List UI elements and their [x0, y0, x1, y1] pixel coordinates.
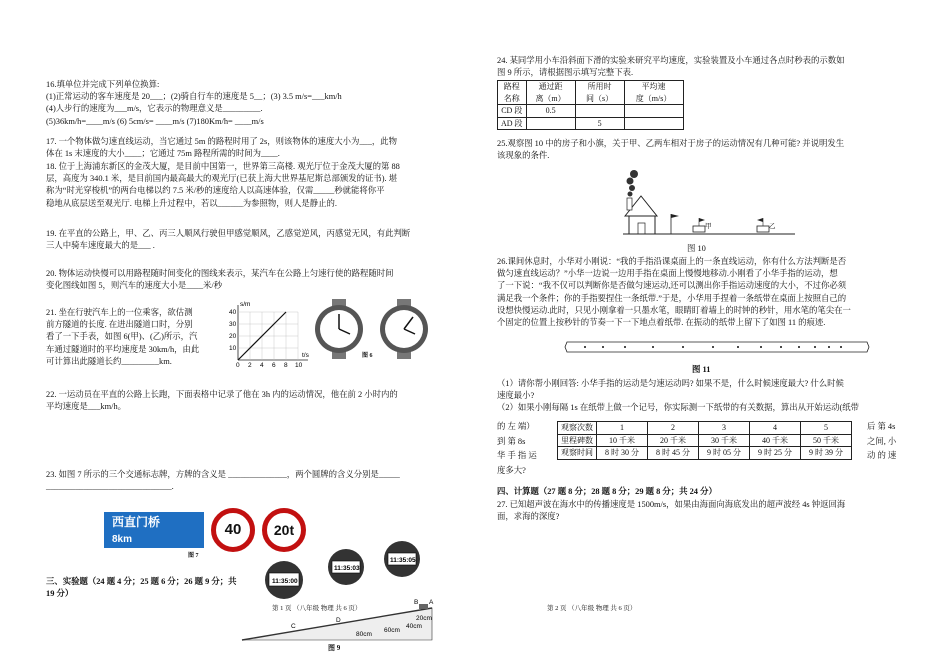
graph-y-label: s/m: [240, 301, 251, 308]
table-cell: 50 千米: [801, 434, 852, 447]
table-cell: 40 千米: [750, 434, 801, 447]
question-16: [46, 79, 434, 128]
table-header: 4: [750, 422, 801, 435]
label-b: B: [414, 599, 419, 606]
q26-side-left: [497, 420, 555, 479]
section-3-heading: [46, 576, 266, 600]
side-text: 的 左 端）: [497, 422, 535, 431]
q17-line1: 17. 一个物体做匀速直线运动，当它通过 5m 的路程时用了 2s，则该物体的速度大小为___，此物: [46, 137, 398, 146]
q18-line4: 稳地从底层送至观光厅. 电梯上升过程中，若以______为参照物，则人是静止的.: [46, 198, 338, 208]
q17-line2: 体在 1s 末速度的大小____；它通过 75m 路程所需的时间为____.: [46, 149, 280, 159]
question-21: [46, 307, 231, 368]
y-tick: 10: [229, 345, 237, 352]
question-26: [497, 256, 907, 329]
section-4-heading: 四、计算题（27 题 8 分；28 题 8 分；29 题 8 分；共 24 分）: [497, 487, 717, 496]
dist-60: 60cm: [384, 627, 400, 634]
stopwatch-3-time: 11:35:05: [390, 557, 416, 564]
table-cell: [624, 117, 683, 130]
table-cell: 观察时间: [558, 447, 597, 460]
q18-line1: 18. 位于上海浦东新区的金茂大厦，是目前中国第一，世界第三高楼. 观光厅位于金茂大厦的第 88: [46, 162, 400, 171]
table-cell: [526, 117, 575, 130]
table-row: [498, 105, 684, 118]
cart: [419, 604, 428, 609]
q21-line3: 看了一下手表，如图 6(甲)、(乙)所示，汽: [46, 332, 198, 342]
q26-line6: 个固定的位置上按秒针的节奏一下一下地点着纸带. 在振动的纸带上留下了如图 11 的痕迹.: [497, 317, 826, 327]
x-tick: 0: [236, 362, 240, 369]
x-tick: 2: [248, 362, 252, 369]
stopwatch-2-time: 11:35:03: [334, 565, 360, 572]
table-cell: 9 时 05 分: [699, 447, 750, 460]
table-cell: CD 段: [498, 105, 527, 118]
question-25: [497, 138, 907, 162]
figure-6-caption: 图 6: [362, 353, 373, 359]
table-row: [498, 117, 684, 130]
milestone-table: [557, 421, 852, 460]
table-cell: 9 时 39 分: [801, 447, 852, 460]
y-tick: 30: [229, 321, 237, 328]
q16-title: 16.填单位并完成下列单位换算:: [46, 80, 160, 89]
figure-11-caption: 图 11: [692, 365, 711, 374]
smoke-icon: [627, 170, 639, 197]
q22-line1: 22. 一运动员在平直的公路上长跑，下面表格中记录了他在 3h 内的运动情况，他在前 2 小时内的: [46, 390, 398, 399]
figure-5-graph: [228, 300, 318, 370]
q19-line2: 三人中骑车速度最大的是___ .: [46, 241, 155, 251]
car-jia-label: 甲: [705, 223, 712, 230]
q21-line1: 21. 坐在行驶汽车上的一位乘客，欲估测: [46, 308, 193, 317]
table-cell: 20 千米: [648, 434, 699, 447]
table-header: 路程 名称: [498, 81, 527, 105]
table-row: [498, 81, 684, 105]
question-22: [46, 389, 434, 413]
q21-line2: 前方隧道的长度. 在进出隧道口时，分别: [46, 320, 193, 330]
q21-line4: 车通过隧道时的平均速度是 30km/h，由此: [46, 344, 200, 354]
figure-11-tape: [563, 339, 873, 355]
label-a: A: [429, 599, 434, 606]
dist-80: 80cm: [356, 631, 372, 638]
table-cell: 8 时 30 分: [597, 447, 648, 460]
table-cell: [624, 105, 683, 118]
y-tick: 20: [229, 333, 237, 340]
table-cell: 8 时 45 分: [648, 447, 699, 460]
dist-20: 20cm: [416, 615, 432, 622]
table-header: 平均速 度（m/s）: [624, 81, 683, 105]
side-text: 到 第 8s: [497, 436, 526, 446]
graph-x-label: t/s: [302, 352, 309, 359]
table-header: 2: [648, 422, 699, 435]
table-cell: AD 段: [498, 117, 527, 130]
question-17: [46, 136, 434, 160]
car-jia-icon: [693, 226, 705, 232]
stopwatch-1-time: 11:35:00: [272, 578, 298, 585]
car-yi-label: 乙: [769, 223, 776, 230]
dist-40: 40cm: [406, 623, 422, 630]
q16-line1: (1)正常运动的客车速度是 20___；(2)骑自行车的速度是 5__；(3) 3.5 m/s=___km/h: [46, 92, 342, 102]
watch-yi: [380, 299, 428, 359]
x-tick: 4: [260, 362, 264, 369]
table-header: 1: [597, 422, 648, 435]
stopwatch-1: [265, 561, 303, 599]
q27-line2: 面，求海的深度?: [497, 512, 560, 522]
q26-line1: 26.课间休息时，小华对小刚说：“我的手指沿课桌面上的一条直线运动，你有什么方法判断是否: [497, 257, 847, 266]
chimney: [627, 198, 632, 210]
stopwatch-2: [328, 549, 364, 585]
table-cell: 30 千米: [699, 434, 750, 447]
q26-part1-line1: （1）请你帮小刚回答: 小华手指的运动是匀速运动吗? 如果不是，什么时候速度最大? 什么时候: [497, 379, 844, 388]
q22-line2: 平均速度是___km/h。: [46, 402, 127, 412]
sec3-line2: 19 分）: [46, 589, 74, 599]
q25-line1: 25.观察图 10 中的房子和小旗，关于甲、乙两车相对于房子的运动情况有几种可能? 并说明发生: [497, 139, 845, 148]
figure-10: [617, 168, 797, 240]
table-header: 观察次数: [558, 422, 597, 435]
q16-line2: (4)人步行的速度为___m/s，它表示的物理意义是_________.: [46, 104, 263, 114]
weight-limit-sign: 20t: [262, 508, 306, 552]
x-tick: 6: [272, 362, 276, 369]
place-sign-distance: 8km: [112, 534, 133, 545]
side-text: 度多大?: [497, 466, 526, 476]
table-cell: 0.5: [526, 105, 575, 118]
place-sign: [104, 512, 204, 548]
table-cell: 5: [575, 117, 624, 130]
figure-10-caption: 图 10: [687, 244, 706, 253]
label-c: C: [291, 623, 296, 630]
q25-line2: 该现象的条件.: [497, 151, 550, 161]
table-header: 通过距 离（m）: [526, 81, 575, 105]
q18-line3: 称为“时光穿梭机”的两台电梯以约 7.5 米/秒的速度给人以高速体验，仅需_____秒就能将你平: [46, 186, 385, 196]
side-text: 华 手 指 运: [497, 451, 537, 461]
q26-line5: 设想快慢运动.此时，只见小刚拿着一只墨水笔，眼睛盯着墙上的时钟的秒针，用水笔的笔尖在一: [497, 305, 851, 315]
sec3-line1: 三、实验题（24 题 4 分；25 题 6 分；26 题 9 分；共: [46, 577, 237, 586]
q26-line4: 满足我一个条件；你的手指要捏住一条纸带.”于是，小华用手捏着一条纸带在桌面上按照自己的: [497, 293, 847, 303]
y-tick: 40: [229, 309, 237, 316]
table-cell: 10 千米: [597, 434, 648, 447]
q26-part1-line2: 速度最小?: [497, 391, 535, 401]
q16-line3: (5)36km/h=____m/s (6) 5cm/s= ____m/s (7)180Km/h= ____m/s: [46, 116, 264, 126]
side-text: 动 的 速: [867, 451, 897, 461]
x-tick: 8: [284, 362, 288, 369]
table-cell: 9 时 25 分: [750, 447, 801, 460]
stopwatch-3: [384, 541, 420, 577]
side-text: 之间, 小: [867, 436, 897, 446]
table-row: [558, 447, 852, 460]
table-header: 3: [699, 422, 750, 435]
q26-line3: 了一下说：“我不仅可以判断你是否做匀速运动,还可以测出你手指运动速度的大小，不过你必须: [497, 281, 847, 291]
q21-line5: 可计算出此隧道长约_________km.: [46, 356, 172, 366]
q20-line2: 变化图线如图 5，则汽车的速度大小是____米/秒: [46, 281, 223, 291]
side-text: 后 第 4s: [867, 422, 896, 431]
question-24: [497, 55, 907, 79]
q18-line2: 层，高度为 340.1 米，是目前国内最高最大的观光厅(已获上海大世界基尼斯总部颁发的证书). 堪: [46, 174, 398, 184]
q26-part2-line1: （2）如果小刚每隔 1s 在纸带上做一个记号，你实际测一下纸带的有关数据，算出从开始运动(纸带: [497, 403, 859, 413]
label-d: D: [336, 617, 341, 624]
table-cell: [575, 105, 624, 118]
q26-side-right: [867, 420, 907, 464]
table-header: 所用时 间（s）: [575, 81, 624, 105]
car-yi-icon: [757, 226, 769, 232]
x-tick: 10: [295, 362, 303, 369]
q24-table: [497, 80, 684, 130]
figure-9-incline: [236, 540, 436, 645]
q23-line2: ______________________________.: [46, 482, 174, 492]
page-1-footer: 第 1 页 （八年级 物理 共 6 页）: [272, 605, 362, 612]
watch-jia: [315, 299, 363, 359]
table-row: [558, 434, 852, 447]
q24-line1: 24. 某同学用小车沿斜面下滑的实验来研究平均速度，实验装置及小车通过各点时秒表的示数如: [497, 56, 845, 65]
q19-line1: 19. 在平直的公路上，甲、乙、丙三人顺风行驶但甲感觉顺风，乙感觉逆风，丙感觉无风，有此判断: [46, 229, 411, 238]
place-sign-name: 西直门桥: [112, 515, 161, 529]
table-cell: 里程碑数: [558, 434, 597, 447]
page-2-footer: 第 2 页 （八年级 物理 共 6 页）: [547, 605, 637, 612]
table-header: 5: [801, 422, 852, 435]
question-20: [46, 268, 434, 292]
question-23: [46, 469, 434, 493]
q23-line1: 23. 如图 7 所示的三个交通标志牌，方牌的含义是 ______________，两个圆牌的含义分别是_____: [46, 470, 400, 479]
table-row: [558, 422, 852, 435]
q24-line2: 图 9 所示，请根据图示填写完整下表.: [497, 68, 634, 78]
speed-limit-sign: 40: [211, 508, 255, 552]
q27-line1: 27. 已知超声波在海水中的传播速度是 1500m/s，如果由海面向海底发出的超声波经 4s 钟返回海: [497, 500, 846, 509]
question-18: [46, 161, 434, 210]
question-19: [46, 228, 434, 252]
question-27: [497, 499, 907, 523]
figure-7-caption: 图 7: [188, 553, 199, 559]
q20-line1: 20. 物体运动快慢可以用路程随时间变化的图线来表示，某汽车在公路上匀速行使的路程随时间: [46, 269, 394, 278]
q26-line2: 做匀速直线运动？”小华一边说一边用手指在桌面上慢慢地移动.小刚看了小华手指的运动，想: [497, 269, 838, 279]
q26-part1: [497, 378, 907, 415]
figure-9-caption: 图 9: [328, 644, 341, 652]
flag-icon: [671, 214, 679, 218]
